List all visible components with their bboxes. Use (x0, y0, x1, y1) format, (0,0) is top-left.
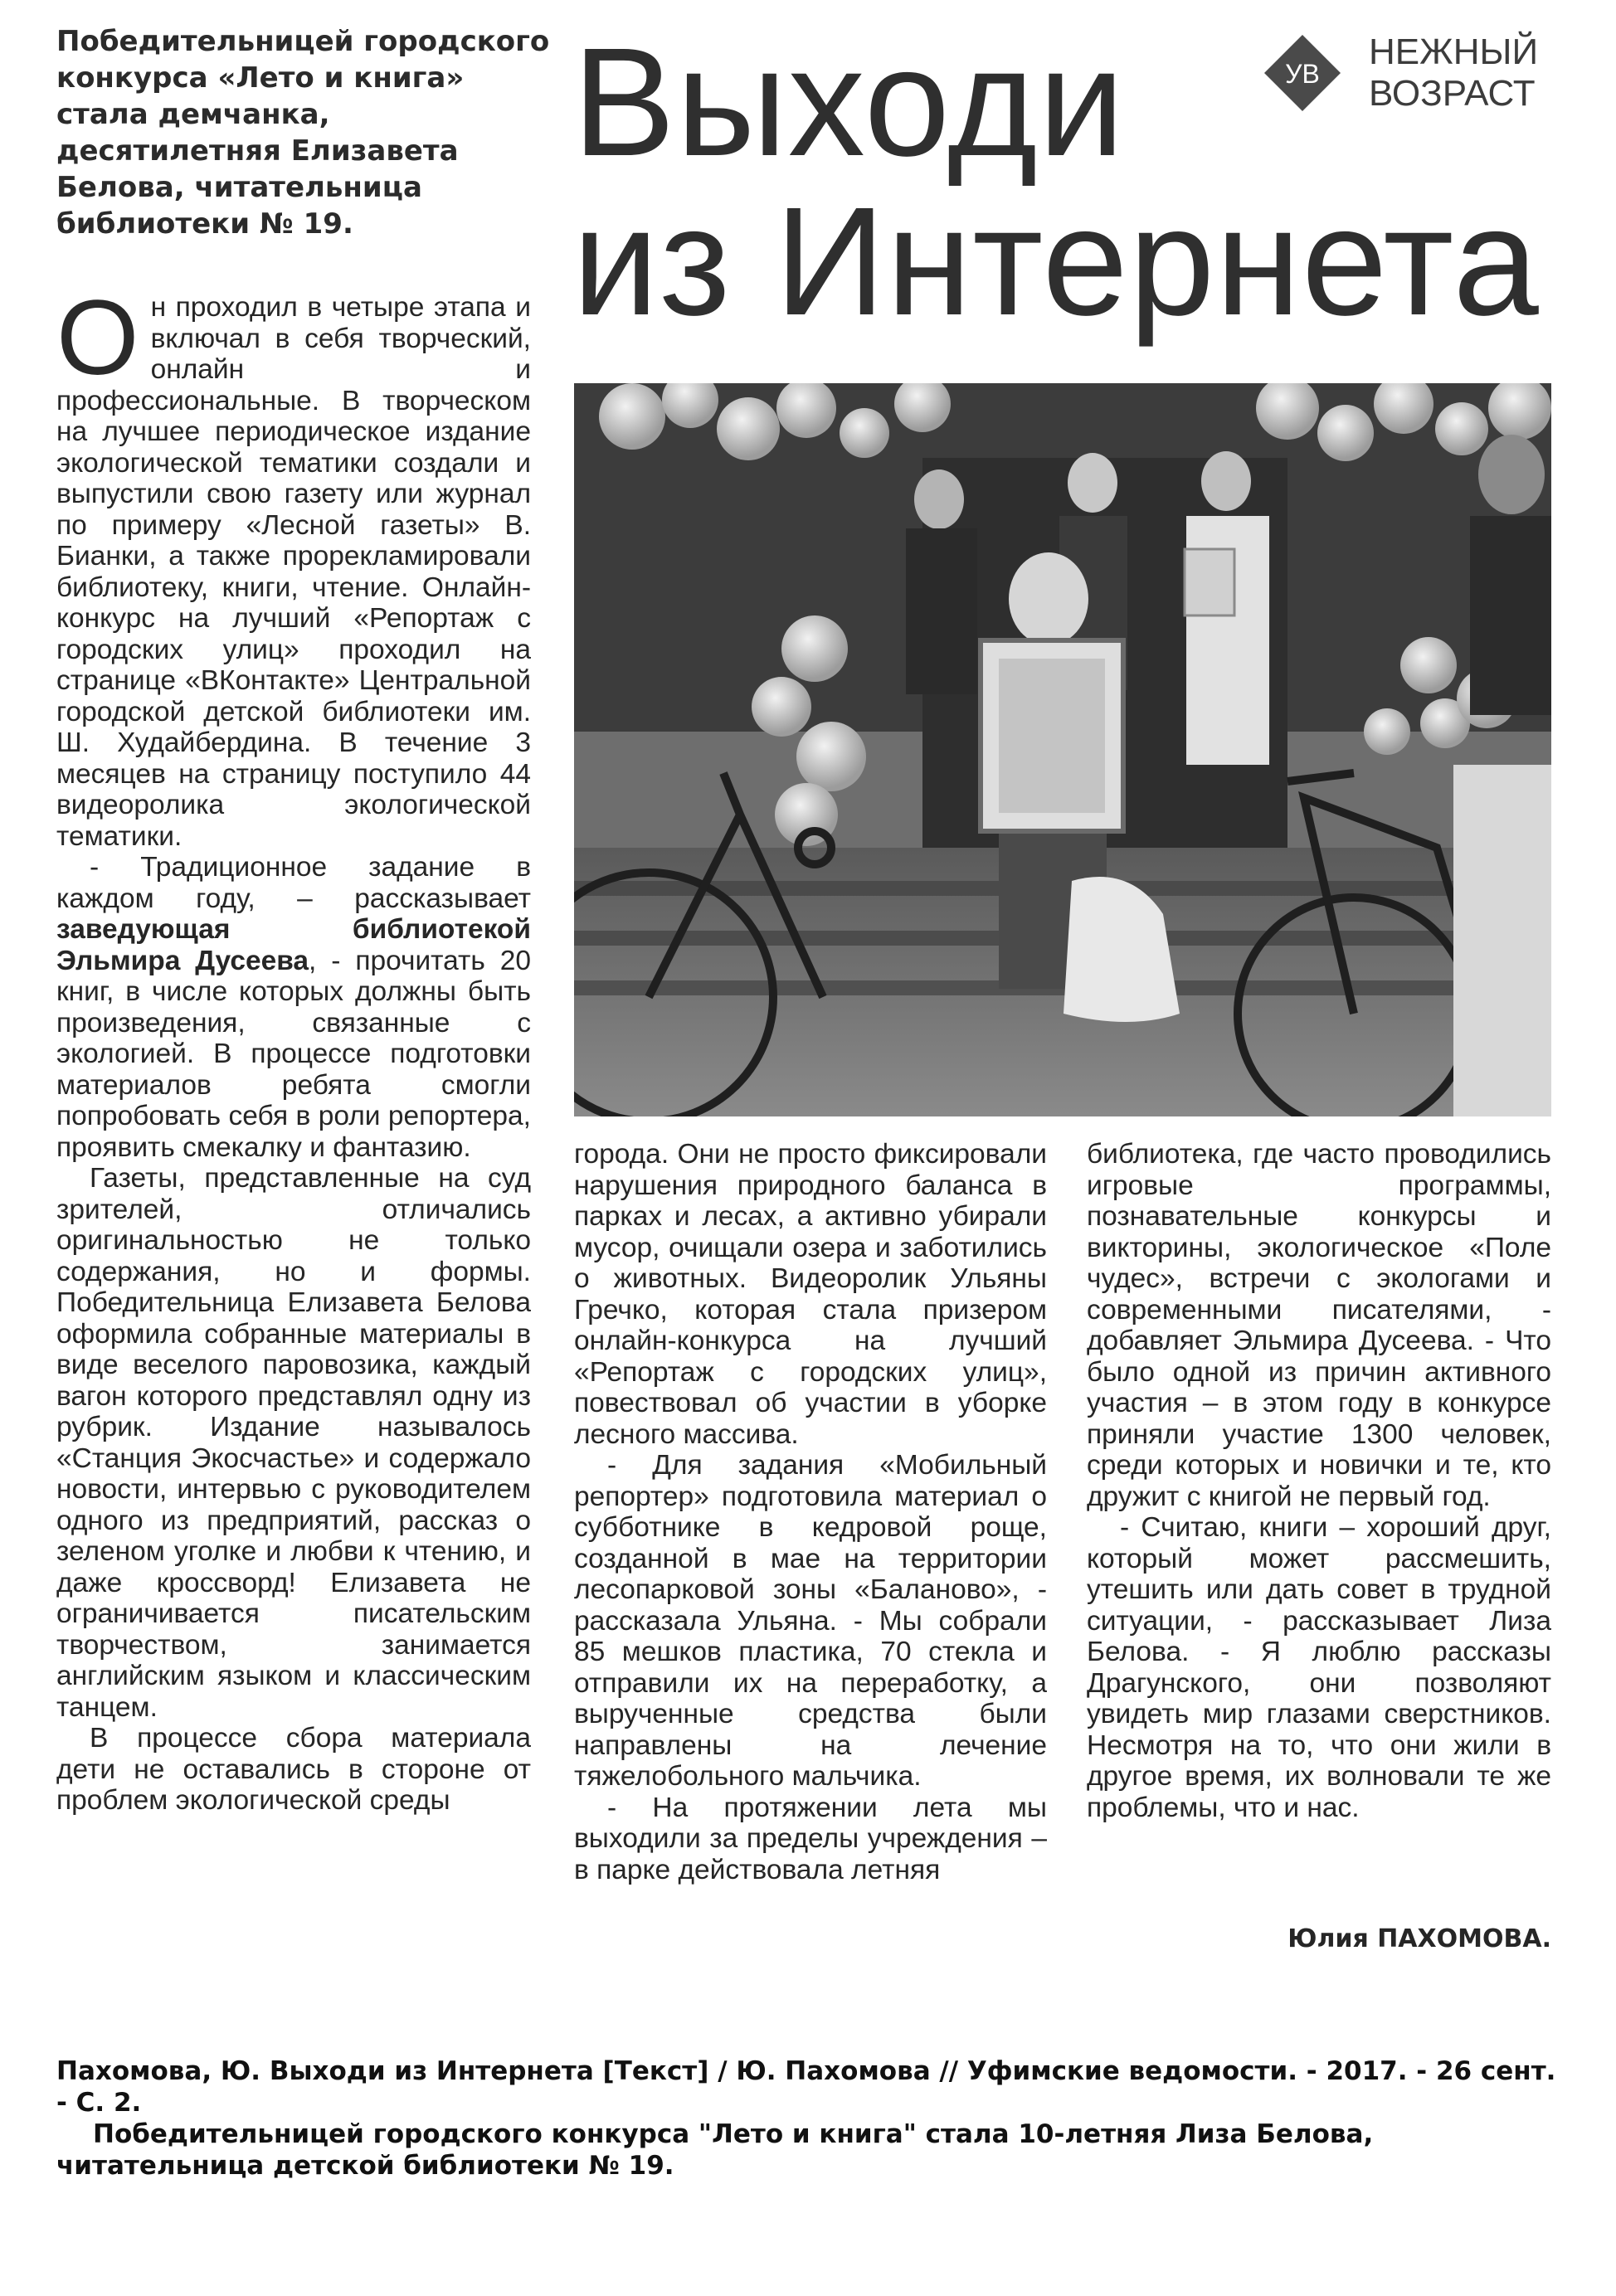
rubric-logo-icon (1263, 33, 1342, 113)
headline-line-1: Выходи (572, 17, 1126, 188)
rubric-line-2: ВОЗРАСТ (1369, 73, 1536, 114)
rubric-line-1: НЕЖНЫЙ (1369, 32, 1539, 72)
headline-line-2: из Интернета (572, 176, 1540, 348)
drop-cap: О (56, 279, 139, 397)
article-paragraph: - Традиционное задание в каждом году, – рассказывает заведующая библиотекой Эльмира Дусеева, - прочитать 20 книг, в числе которых должны быть произведения, связанные с экологией. В процессе подготовки материалов ребята смогли попробовать себя в роли репортера, проявить смекалку и фантазию. (56, 852, 531, 1163)
article-column-2 (574, 1139, 1047, 1885)
article-paragraph: - Для задания «Мобильный репортер» подготовила материал о субботнике в кедровой роще, созданной в мае на территории лесопарковой зоны «Баланово», - рассказала Ульяна. - Мы собрали 85 мешков пластика, 70 стекла и отправили их на переработку, а вырученные средства были направлены на лечение тяжелобольного мальчика. (574, 1450, 1047, 1792)
article-paragraph: Он проходил в четыре этапа и включал в себя творческий, онлайн и профессиональные. В творческом на лучшее периодическое издание экологической тематики создали и выпустили свою газету или журнал по примеру «Лесной газеты» В. Бианки, а также прорекламировали библиотеку, книги, чтение. Онлайн-конкурс на лучший «Репортаж с городских улиц» проходил на странице «ВКонтакте» Центральной городской детской библиотеки им. Ш. Худайбердина. В течение 3 месяцев на страницу поступило 44 видеоролика экологической тематики. (56, 279, 531, 852)
article-paragraph: - На протяжении лета мы выходили за пределы учреждения – в парке действовала летняя (574, 1792, 1047, 1885)
citation: Пахомова, Ю. Выходи из Интернета [Текст] / Ю. Пахомова // Уфимские ведомости. - 2017. - 26 сент. - С. 2. (56, 2056, 1556, 2118)
article-paragraph: города. Они не просто фиксировали нарушения природного баланса в парках и лесах, а активно убирали мусор, очищали озера и заботились о животных. Видеоролик Ульяны Гречко, которая стала призером онлайн-конкурса на лучший «Репортаж с городских улиц», повествовал об участии в уборке лесного массива. (574, 1139, 1047, 1450)
rubric-name (1369, 32, 1551, 114)
article-paragraph: В процессе сбора материала дети не оставались в стороне от проблем экологической среды (56, 1723, 531, 1816)
quoted-person: заведующая библиотекой Эльмира Дусеева (56, 914, 531, 976)
bibliographic-record (56, 2055, 1560, 2182)
article-photo (574, 383, 1551, 1116)
annotation: Победительницей городского конкурса "Лето и книга" стала 10-летняя Лиза Белова, читательница детской библиотеки № 19. (56, 2119, 1374, 2181)
article-paragraph: Газеты, представленные на суд зрителей, отличались оригинальностью не только содержания, но и формы. Победительница Елизавета Белова оформила собранные материалы в виде веселого паровозика, каждый вагон которого представлял одну из рубрик. Издание называлось «Станция Экосчастье» и содержало новости, интервью с руководителем одного из предприятий, рассказ о зеленом уголке и любви к чтению, и даже кроссворд! Елизавета не ограничивается писательским творчеством, занимается английским языком и классическим танцем. (56, 1163, 531, 1723)
lead-paragraph: Победительницей городского конкурса «Лето и книга» стала демчанка, десятилетняя Елизавета Белова, читательница библиотеки № 19. (56, 25, 550, 241)
article-column-1 (56, 279, 531, 1817)
logo-abbr: УВ (1285, 59, 1320, 89)
article-column-3 (1087, 1139, 1551, 1823)
article-paragraph: библиотека, где часто проводились игровые программы, познавательные конкурсы и викторины, экологическое «Поле чудес», встречи с экологами и современными писателями, - добавляет Эльмира Дусеева. - Что было одной из причин активного участия – в этом году в конкурсе приняли участие 1300 человек, среди которых и новички и те, кто дружит с книгой не первый год. (1087, 1139, 1551, 1512)
author-byline: Юлия ПАХОМОВА. (1287, 1924, 1551, 1953)
article-paragraph: - Считаю, книги – хороший друг, который может рассмешить, утешить или дать совет в трудной ситуации, - рассказывает Лиза Белова. - Я люблю рассказы Драгунского, они позволяют увидеть мир глазами сверстников. Несмотря на то, что они жили в другое время, их волновали те же проблемы, что и нас. (1087, 1512, 1551, 1823)
